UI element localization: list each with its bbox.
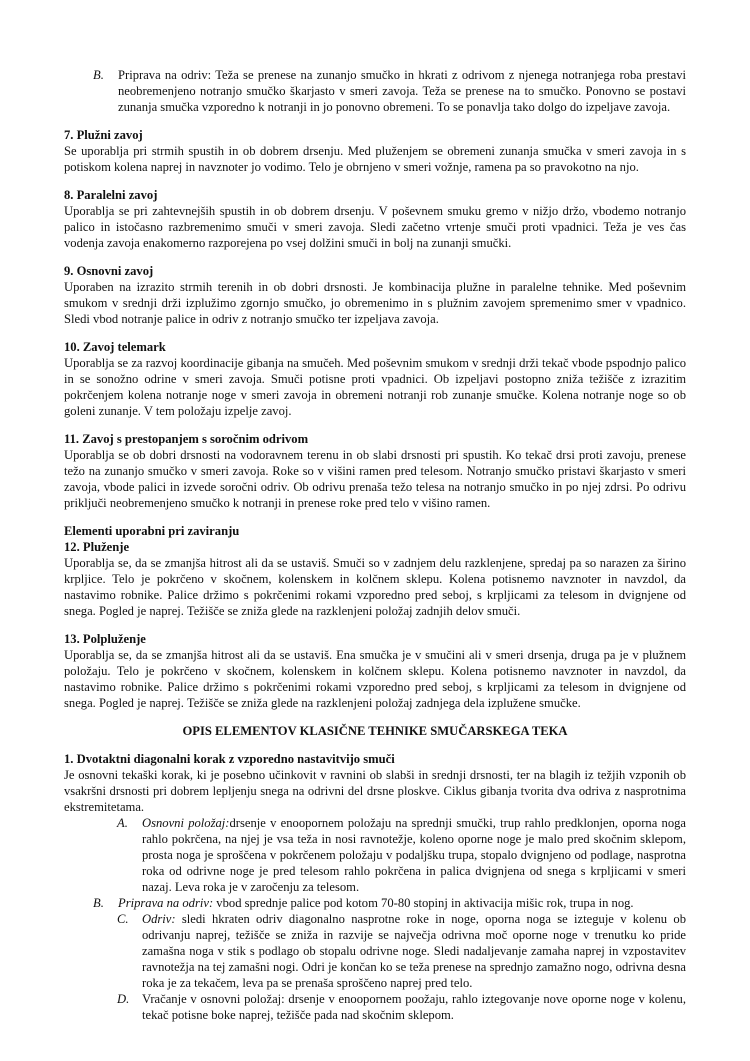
list-text: drsenje v enoopornem položaju na sprednji smučki, trup rahlo predklonjen, oporna noga rahlo pokrčena, na njej je vsa teža in nosi ravnotežje, koleno oporne noge je malo pred skočnim sklepom, prosta noga je sproščena v pokrčenem položaju v podaljšku trupa, stopalo dvignjeno od podlage, nasprotna roka od odrivne noge je pred telesom rahlo pokrčena in palica dvignjena od snega s krpljicami v smeri nazaj. Leva roka je v zaročenju za telesom. — [142, 816, 687, 894]
document-page — [64, 67, 686, 1023]
list-text: vbod sprednje palice pod kotom 70-80 stopinj in aktivacija mišic rok, trupa in nog. — [213, 896, 634, 910]
section-heading: 11. Zavoj s prestopanjem s soročnim odrivom — [64, 432, 309, 446]
section-heading: 8. Paralelni zavoj — [64, 188, 158, 202]
list-item-c — [64, 911, 686, 991]
list-item-b — [64, 67, 686, 115]
section-body: Uporablja se za razvoj koordinacije gibanja na smučeh. Med poševnim smukom v srednji drži tekač vbode pspodnjo palico in se sonožno odrine v smeri zavoja. Smuči potisne proti vpadnici. Ob izpeljavi postopno zniža težišče z izrazitim pokrčenjem kolena notranje noge v smeri zavoja in obremeni notranji rob zunanje smučke. Kolena notranje noge so ob goleni zunanje. V tem položaju izpelje zavoj. — [64, 356, 686, 418]
list-label: Osnovni položaj: — [142, 816, 230, 830]
section-7 — [64, 127, 686, 175]
list-text: Vračanje v osnovni položaj: drsenje v enoopornem poožaju, rahlo iztegovanje nove oporne noge v kolenu, tekač potisne boke naprej, težišče pada nad skočnim sklepom. — [142, 992, 686, 1022]
section-body: Uporablja se ob dobri drsnosti na vodoravnem terenu in ob slabi drsnosti pri spustih. Ko tekač drsi proti zavoju, prenese težo na zunanjo smučko v smeri zavoja. Roke so v višini ramen pred telesom. Notranjo smučko pristavi škarjasto v smeri zavoja, vbode palici in izvede soročni odriv. Ob odrivu prenaša težo telesa na notranjo smučko in po njej zdrsi. Po odrivu priključi neobremenjeno smučko k notranji in prenese roke pred telo v višino ramen. — [64, 448, 686, 510]
section-9 — [64, 263, 686, 327]
list-label: Odriv: — [142, 912, 176, 926]
section-11 — [64, 431, 686, 511]
list-letter: B. — [93, 896, 104, 910]
section-body: Uporaben na izrazito strmih terenih in ob dobri drsnosti. Je kombinacija plužne in paralelne tehnike. Med poševnim smukom v srednji drži izplužimo zgornjo smučko, jo obremenimo in s plužnim zavojem spremenimo smer v vpadnico. Sledi vbod notranje palice in odriv z notranjo smučko ter izpeljava zavoja. — [64, 280, 686, 326]
list-letter: C. — [117, 912, 129, 926]
list-text: sledi hkraten odriv diagonalno nasprotne roke in noge, oporna noga se izteguje v kolenu ob odrivanju naprej, težišče se zniža in razvije se največja odrivna moč oporne noge v trenutku ko pride zamašna noga v stik s podlago ob stopalu odrivne noge. Sledi nadaljevanje zamaha naprej in vzpostavitev ravnotežja na tej zamašni nogi. Odri je končan ko se teža prenese na sprednjo zamažno nogo, odrivna desna roka je za tekačem, leva pa se prenaša sproščeno naprej pred telo. — [142, 912, 686, 990]
section-13 — [64, 631, 686, 711]
section-heading: 7. Plužni zavoj — [64, 128, 143, 142]
section-body: Se uporablja pri strmih spustih in ob dobrem drsenju. Med pluženjem se obremeni zunanja smučka v smeri zavoja in s potiskom kolena naprej in navznoter jo vodimo. Telo je obrnjeno v smeri vožnje, ramena pa so pravokotno na njo. — [64, 144, 686, 174]
section-heading: 12. Pluženje — [64, 540, 130, 554]
section-body: Uporablja se, da se zmanjša hitrost ali da se ustaviš. Smuči so v zadnjem delu razklenjene, spredaj pa so narazen za širino krpljice. Telo je pokrčeno v skočnem, kolenskem in kolčnem sklepu. Kolena potisnemo navznoter in navzdol, da nastavimo robnike. Palice držimo s pokrčenimi rokami vzporedno pred seboj, s krpljicami za telesom in dvignjene od snega. Pogled je naprej. Težišče se zniža glede na razklenjeni položaj zadnjih delov smuči. — [64, 556, 686, 618]
list-item-a — [64, 815, 686, 895]
list-label: Priprava na odriv: — [118, 896, 214, 910]
section-classic-1 — [64, 751, 686, 1023]
list-item-b — [40, 895, 686, 911]
section-heading: 13. Polpluženje — [64, 632, 146, 646]
page-title: OPIS ELEMENTOV KLASIČNE TEHNIKE SMUČARSKEGA TEKA — [182, 724, 568, 738]
section-body: Je osnovni tekaški korak, ki je posebno učinkovit v ravnini ob slabši in srednji drsnosti, ter na blagih iz težjih vzponih ob vsakršni drsnosti pri dobrem lepljenju snega na odrivni del drsne ploskve. Ciklus gibanja tvorita dva odriva z nasprotnima ekstremitetama. — [64, 768, 686, 814]
section-10 — [64, 339, 686, 419]
section-heading: 1. Dvotaktni diagonalni korak z vzporedno nastavitvijo smuči — [64, 752, 395, 766]
group-heading: Elementi uporabni pri zaviranju — [64, 524, 240, 538]
section-heading: 10. Zavoj telemark — [64, 340, 166, 354]
section-body: Uporablja se pri zahtevnejših spustih in ob dobrem drsenju. V poševnem smuku gremo v nižjo držo, vbodemo notranjo palico in istočasno razbremenimo smuči v smeri zavoja. Sledi začetno vrtenje smuči proti vpadnici. Teža je ves čas vodenja zavoja enakomerno razporejena po vsej dolžini smuči in bolj na zunanji smučki. — [64, 204, 686, 250]
list-letter: D. — [117, 992, 130, 1006]
list-item-d — [64, 991, 686, 1023]
section-8 — [64, 187, 686, 251]
section-heading: 9. Osnovni zavoj — [64, 264, 154, 278]
list-text: Priprava na odriv: Teža se prenese na zunanjo smučko in hkrati z odrivom z njenega notranjega roba prestavi neobremenjeno notranjo smučko škarjasto v smeri zavoja. Teža se prenese na to smučko. Ponovno se postavi zunanja smučka vzporedno k notranji in jo ponovno obremeni. To se ponavlja tako dolgo do izpeljave zavoja. — [118, 68, 686, 114]
list-letter: B. — [93, 68, 104, 82]
list-letter: A. — [117, 816, 128, 830]
section-body: Uporablja se, da se zmanjša hitrost ali da se ustaviš. Ena smučka je v smučini ali v smeri drsenja, druga pa je v plužnem položaju. Telo je pokrčeno v skočnem, kolenskem in kolčnem sklepu. Kolena potisnemo navznoter in navzdol, da nastavimo robnike. Palice držimo s pokrčenimi rokami vzporedno pred seboj, s krpljicami za telesom in dvignjene od snega. Pogled je naprej. Težišče se zniža glede na razklenjeni položaj zadnjega dela izplužene smučke. — [64, 648, 686, 710]
section-12 — [64, 523, 686, 619]
